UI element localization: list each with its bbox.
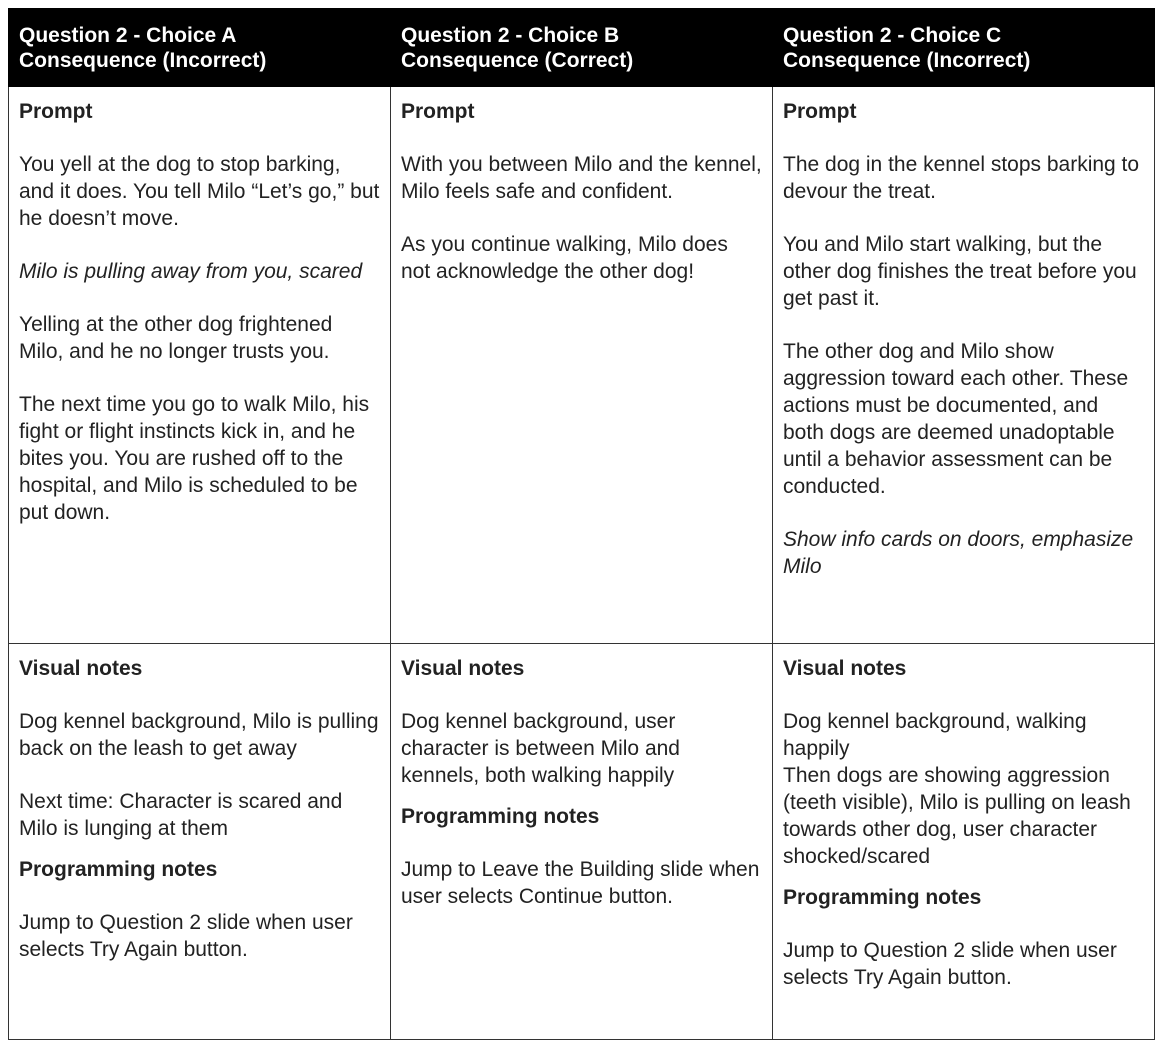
prompt-paragraph: The next time you go to walk Milo, his fight or flight instincts kick in, and he bites you. You are rushed off to the hospital, and Milo is scheduled to be put down. [19,393,370,524]
header-subtitle: Consequence (Incorrect) [19,49,267,72]
visual-note: Dog kennel background, Milo is pulling back on the leash to get away [19,710,379,760]
header-choice-a [9,9,391,87]
visual-note: Dog kennel background, walking happily [783,710,1087,760]
visual-notes-heading: Visual notes [783,657,907,680]
prompt-paragraph: The other dog and Milo show aggression toward each other. These actions must be documented, and both dogs are deemed unadoptable until a behavior assessment can be conducted. [783,340,1129,498]
notes-cell-choice-b [391,644,773,1040]
programming-note: Jump to Question 2 slide when user selects Try Again button. [783,939,1117,989]
prompt-paragraph: The dog in the kennel stops barking to devour the treat. [783,153,1140,203]
prompt-cell-choice-a [9,87,391,644]
visual-note: Dog kennel background, user character is between Milo and kennels, both walking happily [401,710,680,787]
prompt-paragraph: As you continue walking, Milo does not acknowledge the other dog! [401,233,728,283]
header-subtitle: Consequence (Correct) [401,49,634,72]
prompt-stage-note: Show info cards on doors, emphasize Milo [783,528,1134,578]
header-subtitle: Consequence (Incorrect) [783,49,1031,72]
prompt-paragraph: You yell at the dog to stop barking, and it does. You tell Milo “Let’s go,” but he doesn’t move. [19,153,380,230]
notes-row [9,644,1155,1040]
header-title: Question 2 - Choice B [401,24,620,47]
header-choice-c [773,9,1155,87]
notes-cell-choice-a [9,644,391,1040]
header-row [9,9,1155,87]
visual-notes-heading: Visual notes [19,657,143,680]
prompt-heading: Prompt [19,100,93,123]
prompt-cell-choice-c [773,87,1155,644]
programming-note: Jump to Question 2 slide when user selects Try Again button. [19,911,353,961]
prompt-heading: Prompt [401,100,475,123]
visual-note: Then dogs are showing aggression (teeth visible), Milo is pulling on leash towards other dog, user character shocked/scared [783,764,1131,868]
prompt-row [9,87,1155,644]
prompt-paragraph: With you between Milo and the kennel, Milo feels safe and confident. [401,153,762,203]
programming-notes-heading: Programming notes [783,886,982,909]
header-title: Question 2 - Choice A [19,24,237,47]
storyboard-table [8,8,1155,1040]
prompt-stage-note: Milo is pulling away from you, scared [19,260,363,283]
header-choice-b [391,9,773,87]
visual-note: Next time: Character is scared and Milo is lunging at them [19,790,343,840]
visual-notes-heading: Visual notes [401,657,525,680]
prompt-paragraph: Yelling at the other dog frightened Milo, and he no longer trusts you. [19,313,333,363]
prompt-paragraph: You and Milo start walking, but the other dog finishes the treat before you get past it. [783,233,1137,310]
prompt-cell-choice-b [391,87,773,644]
programming-notes-heading: Programming notes [401,805,600,828]
notes-cell-choice-c [773,644,1155,1040]
programming-note: Jump to Leave the Building slide when user selects Continue button. [401,858,760,908]
programming-notes-heading: Programming notes [19,858,218,881]
prompt-heading: Prompt [783,100,857,123]
header-title: Question 2 - Choice C [783,24,1002,47]
